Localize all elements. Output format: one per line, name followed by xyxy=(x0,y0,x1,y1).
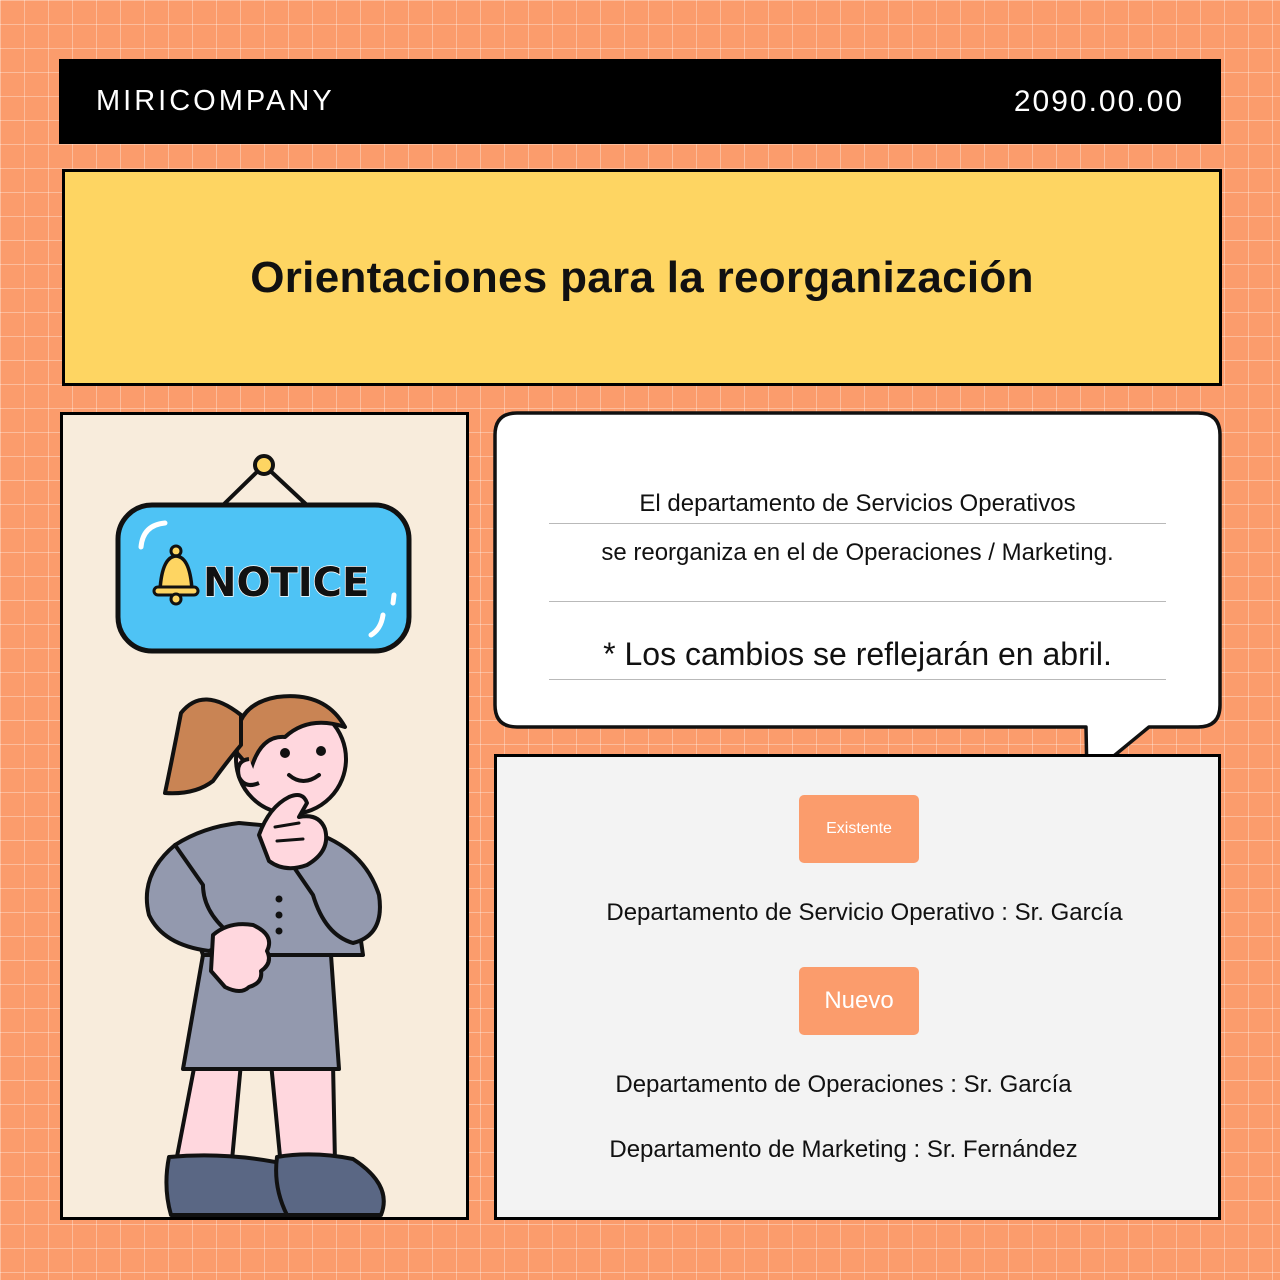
new-tag: Nuevo xyxy=(799,967,919,1035)
bubble-text xyxy=(549,483,1166,680)
header-date: 2090.00.00 xyxy=(1013,84,1184,118)
brand-name: MIRICOMPANY xyxy=(96,85,335,117)
title-box xyxy=(62,169,1222,386)
announcement-line-1: El departamento de Servicios Operativos xyxy=(549,483,1166,524)
announcement-note: * Los cambios se reflejarán en abril. xyxy=(549,602,1166,680)
department-info-panel xyxy=(494,754,1221,1220)
woman-thinking-illustration xyxy=(63,415,466,1217)
existing-tag: Existente xyxy=(799,795,919,863)
woman-legs xyxy=(166,1063,383,1215)
page-title: Orientaciones para la reorganización xyxy=(250,252,1034,302)
new-department-line-1: Departamento de Operaciones : Sr. García xyxy=(615,1071,1072,1098)
existing-department-line: Departamento de Servicio Operativo : Sr. García xyxy=(606,899,1123,926)
new-department-line-2: Departamento de Marketing : Sr. Fernández xyxy=(609,1136,1078,1163)
header-bar xyxy=(59,59,1221,144)
woman-hand-lower xyxy=(211,924,269,991)
illustration-panel xyxy=(60,412,469,1220)
notice-sign-text: NOTICE xyxy=(203,560,370,606)
announcement-line-2: se reorganiza en el de Operaciones / Marketing. xyxy=(549,524,1166,602)
speech-bubble xyxy=(493,411,1222,783)
